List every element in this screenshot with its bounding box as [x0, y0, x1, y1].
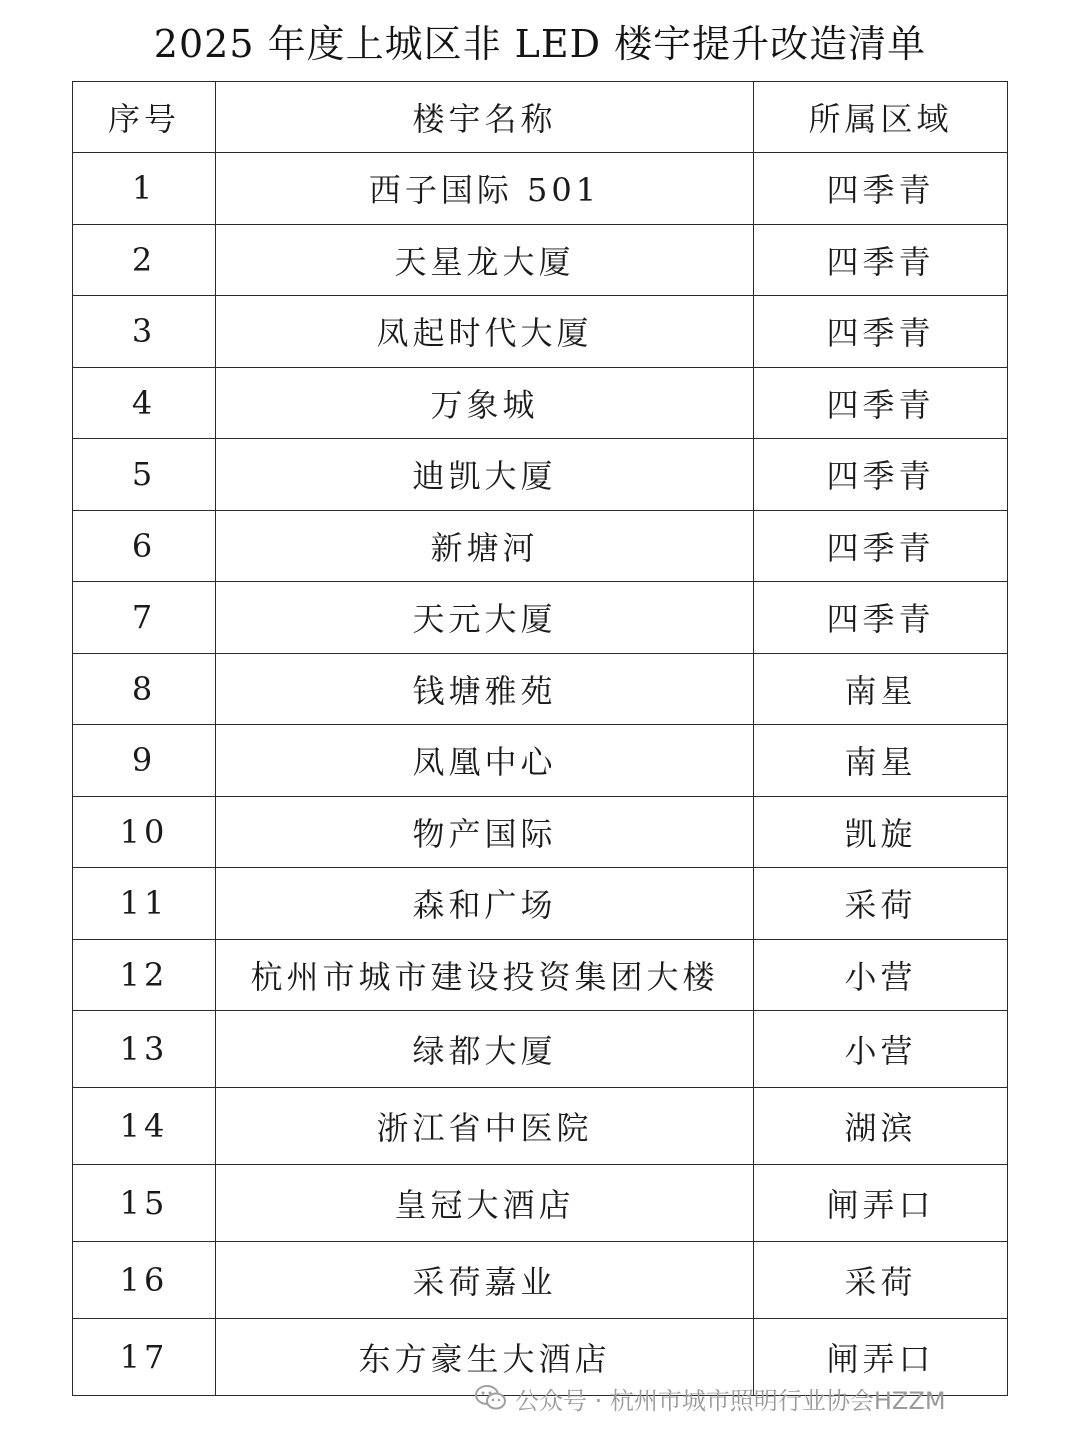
header-index: 序号 [73, 82, 216, 153]
row-index: 14 [73, 1088, 216, 1165]
table-header-row [73, 82, 1008, 153]
row-district: 四季青 [754, 439, 1008, 511]
table-row [73, 868, 1008, 940]
row-building-name: 物产国际 [216, 796, 754, 868]
row-building-name: 皇冠大酒店 [216, 1165, 754, 1242]
row-building-name: 采荷嘉业 [216, 1242, 754, 1319]
row-building-name: 凤起时代大厦 [216, 296, 754, 368]
row-district: 小营 [754, 1011, 1008, 1088]
row-index: 17 [73, 1319, 216, 1396]
table-row [73, 653, 1008, 725]
row-building-name: 迪凯大厦 [216, 439, 754, 511]
row-district: 闸弄口 [754, 1319, 1008, 1396]
row-index: 5 [73, 439, 216, 511]
row-index: 9 [73, 725, 216, 797]
row-building-name: 凤凰中心 [216, 725, 754, 797]
row-building-name: 西子国际 501 [216, 153, 754, 225]
row-building-name: 新塘河 [216, 510, 754, 582]
row-district: 南星 [754, 725, 1008, 797]
row-index: 8 [73, 653, 216, 725]
watermark-text: 公众号 · 杭州市城市照明行业协会HZZM [515, 1386, 946, 1415]
row-district: 四季青 [754, 367, 1008, 439]
row-index: 12 [73, 939, 216, 1011]
row-index: 16 [73, 1242, 216, 1319]
row-building-name: 绿都大厦 [216, 1011, 754, 1088]
table-row [73, 1242, 1008, 1319]
row-district: 四季青 [754, 510, 1008, 582]
row-district: 凯旋 [754, 796, 1008, 868]
table-row [73, 224, 1008, 296]
row-index: 4 [73, 367, 216, 439]
row-building-name: 杭州市城市建设投资集团大楼 [216, 939, 754, 1011]
table-row [73, 582, 1008, 654]
row-building-name: 钱塘雅苑 [216, 653, 754, 725]
watermark [475, 1378, 946, 1418]
row-district: 小营 [754, 939, 1008, 1011]
row-district: 湖滨 [754, 1088, 1008, 1165]
table-row [73, 796, 1008, 868]
table-row [73, 153, 1008, 225]
row-district: 南星 [754, 653, 1008, 725]
table-row [73, 1011, 1008, 1088]
table-row [73, 439, 1008, 511]
row-district: 四季青 [754, 296, 1008, 368]
table-row [73, 510, 1008, 582]
row-district: 四季青 [754, 224, 1008, 296]
row-index: 2 [73, 224, 216, 296]
wechat-icon [475, 1384, 507, 1412]
row-index: 13 [73, 1011, 216, 1088]
table-row [73, 725, 1008, 797]
table-row [73, 296, 1008, 368]
row-index: 11 [73, 868, 216, 940]
page-title: 2025 年度上城区非 LED 楼宇提升改造清单 [153, 22, 927, 66]
row-building-name: 浙江省中医院 [216, 1088, 754, 1165]
row-index: 7 [73, 582, 216, 654]
row-district: 闸弄口 [754, 1165, 1008, 1242]
header-district: 所属区域 [754, 82, 1008, 153]
row-building-name: 森和广场 [216, 868, 754, 940]
row-district: 四季青 [754, 582, 1008, 654]
row-building-name: 东方豪生大酒店 [216, 1319, 754, 1396]
row-index: 10 [73, 796, 216, 868]
row-index: 3 [73, 296, 216, 368]
row-building-name: 天星龙大厦 [216, 224, 754, 296]
row-building-name: 万象城 [216, 367, 754, 439]
row-district: 采荷 [754, 1242, 1008, 1319]
row-index: 15 [73, 1165, 216, 1242]
table-row [73, 1088, 1008, 1165]
table-row [73, 939, 1008, 1011]
header-building-name: 楼宇名称 [216, 82, 754, 153]
table-row [73, 1165, 1008, 1242]
row-index: 1 [73, 153, 216, 225]
building-list-table [72, 81, 1008, 1396]
row-district: 四季青 [754, 153, 1008, 225]
row-building-name: 天元大厦 [216, 582, 754, 654]
row-district: 采荷 [754, 868, 1008, 940]
table-row [73, 367, 1008, 439]
row-index: 6 [73, 510, 216, 582]
